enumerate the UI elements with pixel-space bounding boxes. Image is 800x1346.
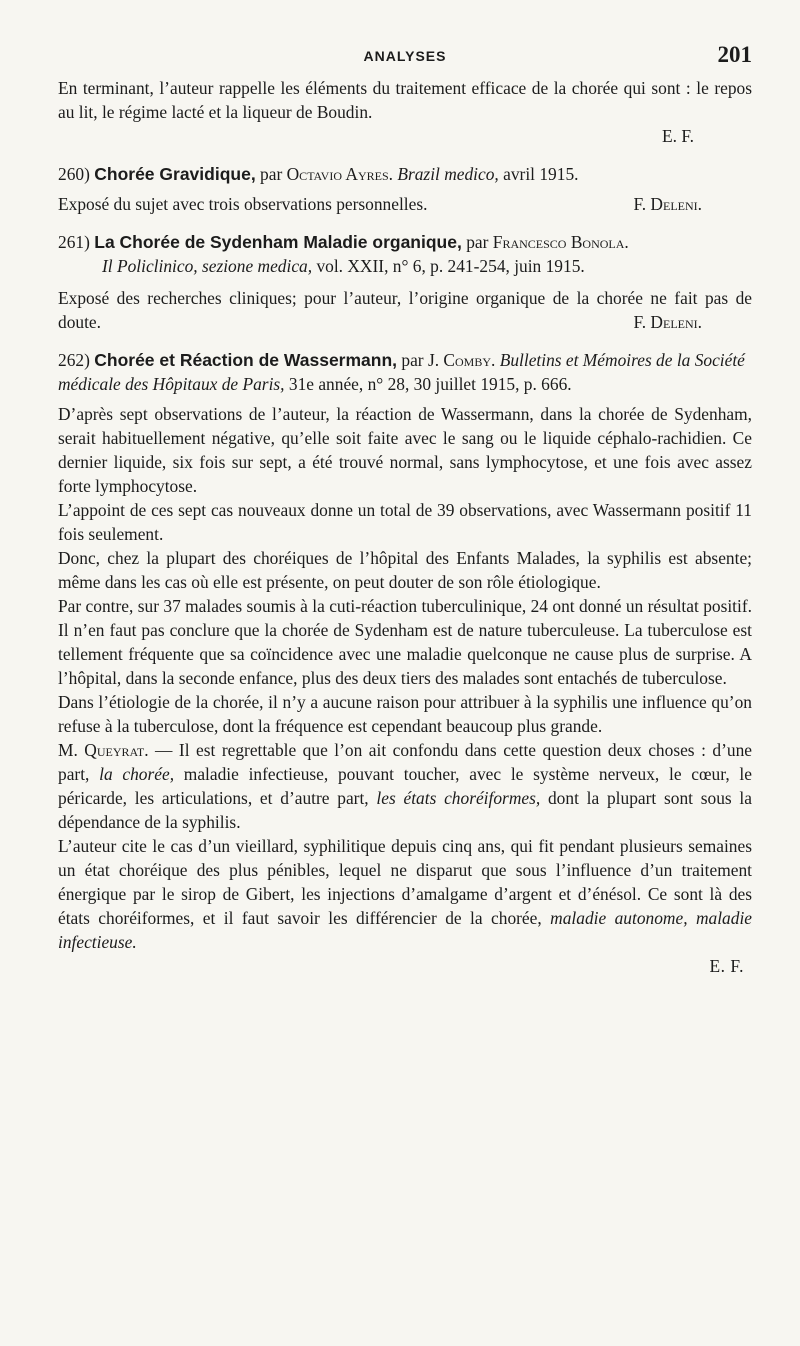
entry-author: Francesco Bonola. bbox=[492, 232, 629, 252]
entry-summary bbox=[58, 286, 752, 334]
entry-title: La Chorée de Sydenham Maladie organique, bbox=[94, 232, 462, 252]
entry-source-line bbox=[58, 254, 752, 278]
closing-signature: E. F. bbox=[709, 956, 744, 976]
entry-heading bbox=[58, 348, 752, 396]
entry-number: 262) bbox=[58, 350, 90, 370]
entry-summary-text: Exposé du sujet avec trois observations personnelles. bbox=[58, 194, 428, 214]
intro-paragraph: En terminant, l’auteur rappelle les éléments du traitement efficace de la chorée qui sont : le repos au lit, le régime lacté et la liqueur de Boudin. bbox=[58, 78, 752, 122]
commentator-name: M. Queyrat. bbox=[58, 740, 149, 760]
entry-author: Octavio Ayres. bbox=[286, 164, 393, 184]
emphasis-text: la chorée, bbox=[99, 764, 175, 784]
entry-number: 260) bbox=[58, 164, 90, 184]
paragraph-text: maladie infectieuse, pouvant toucher, avec le système nerveux, le cœur, le péricarde, les articulations, et d’autre part, bbox=[58, 764, 752, 808]
body-paragraph-2: L’appoint de ces sept cas nouveaux donne un total de 39 observations, avec Wassermann positif 11 fois seulement. bbox=[58, 500, 752, 544]
body-paragraph-5: Dans l’étiologie de la chorée, il n’y a aucune raison pour attribuer à la syphilis une influence qu’on refuse à la tuberculose, dont la fréquence est cependant beaucoup plus grande. bbox=[58, 692, 752, 736]
body-paragraph-1: D’après sept observations de l’auteur, la réaction de Wassermann, dans la chorée de Sydenham, serait habituellement négative, qu’elle soit faite avec le sang ou le liquide céphalo-rachidien. Ce dernier liquide, six fois sur sept, a été trouvé normal, sans lymphocytose, et une fois avec assez forte lymphocytose. bbox=[58, 404, 752, 496]
entry-source: Bulletins et Mémoires de la Société médicale des Hôpitaux de Paris, bbox=[58, 350, 745, 394]
entry-source-details: vol. XXII, n° 6, p. 241-254, juin 1915. bbox=[316, 256, 585, 276]
entry-signature: F. Deleni. bbox=[633, 312, 702, 332]
entry-author: Comby. bbox=[443, 350, 496, 370]
entry-summary bbox=[58, 192, 752, 216]
body-paragraph-6 bbox=[58, 738, 752, 834]
entry-261 bbox=[58, 230, 752, 334]
entry-260 bbox=[58, 162, 752, 216]
entry-source-details: 31e année, n° 28, 30 juillet 1915, p. 666. bbox=[288, 374, 572, 394]
entry-summary-text: Exposé des recherches cliniques; pour l’auteur, l’origine organique de la chorée ne fait pas de doute. bbox=[58, 288, 752, 332]
entry-signature: F. Deleni. bbox=[633, 194, 702, 214]
entry-heading bbox=[58, 230, 752, 278]
emphasis-text: maladie autonome, maladie infectieuse. bbox=[58, 908, 752, 952]
paragraph-text: — Il est regrettable que l’on ait confondu dans cette question deux choses : d’une part, bbox=[58, 740, 752, 784]
intro-signature: E. F. bbox=[662, 126, 694, 146]
entry-byline: par bbox=[260, 164, 283, 184]
body-paragraph-3: Donc, chez la plupart des choréiques de l’hôpital des Enfants Malades, la syphilis est absente; même dans les cas où elle est présente, on peut douter de son rôle étiologique. bbox=[58, 548, 752, 592]
entry-byline: par J. bbox=[401, 350, 440, 370]
entry-title: Chorée Gravidique, bbox=[94, 164, 256, 184]
entry-number: 261) bbox=[58, 232, 90, 252]
body-paragraph-4: Par contre, sur 37 malades soumis à la cuti-réaction tuberculinique, 24 ont donné un résultat positif. Il n’en faut pas conclure que la chorée de Sydenham est de nature tuberculeuse. La tuberculose est tellement fréquente que sa coïncidence avec une maladie quelconque ne cause plus de surprise. A l’hôpital, dans la seconde enfance, plus des deux tiers des malades sont entachés de tuberculose. bbox=[58, 596, 752, 688]
entry-source-details: avril 1915. bbox=[503, 164, 579, 184]
document-page bbox=[58, 42, 752, 978]
body-paragraph-7 bbox=[58, 834, 752, 954]
emphasis-text: les états choréiformes, bbox=[376, 788, 541, 808]
entry-source: Brazil medico, bbox=[397, 164, 499, 184]
running-title: ANALYSES bbox=[363, 48, 447, 64]
entry-262 bbox=[58, 348, 752, 978]
entry-source: Il Policlinico, sezione medica, bbox=[102, 256, 313, 276]
entry-title: Chorée et Réaction de Wassermann, bbox=[94, 350, 398, 370]
page-number: 201 bbox=[717, 42, 752, 67]
entry-heading bbox=[58, 162, 752, 186]
running-header bbox=[58, 42, 752, 76]
paragraph-text: dont la plupart sont sous la dépendance de la syphilis. bbox=[58, 788, 752, 832]
paragraph-text: L’auteur cite le cas d’un vieillard, syphilitique depuis cinq ans, qui fit pendant plusieurs semaines un état choréique des plus pénibles, lequel ne disparut que sous l’influence d’un traitement énergique par le sirop de Gibert, les injections d’amalgame d’argent et d’énésol. Ce sont là des états choréiformes, et il faut savoir les différencier de la chorée, bbox=[58, 836, 752, 928]
entry-byline: par bbox=[466, 232, 489, 252]
